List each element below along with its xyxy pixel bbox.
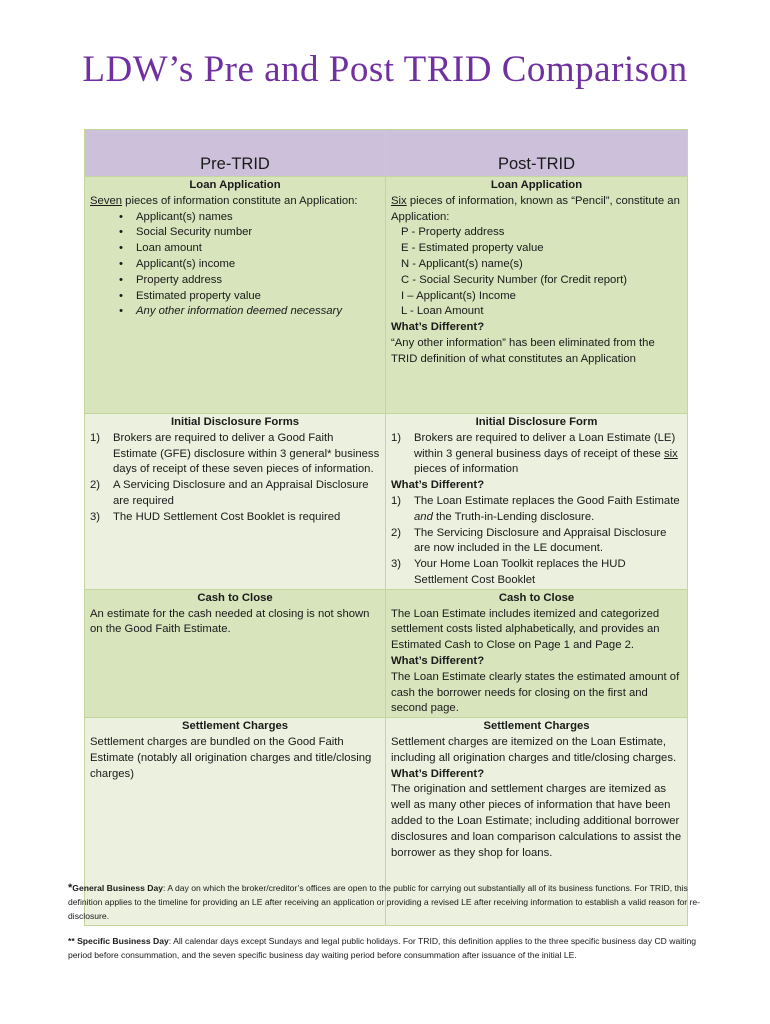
list-item: • Any other information deemed necessary [136,304,380,320]
item-number: 3) [391,558,402,571]
underlined-count: Six [391,194,407,207]
item-text: Your Home Loan Toolkit replaces the HUD Settlement Cost Booklet [414,558,626,586]
item-text: Brokers are required to deliver a Loan Estimate (LE) within 3 general business days of receipt of these [414,431,676,460]
post-loan-application-cell [386,177,688,414]
item-number: 3) [90,510,101,523]
list-item [391,557,682,589]
underlined-count: Seven [90,194,123,207]
pre-cash-to-close-cell [85,589,386,717]
list-item [391,494,682,526]
whats-different-text: The origination and settlement charges are itemized as well as many other pieces of information that have been added to the Loan Estimate; including additional borrower disclosures and loan comparison calculations to assist the borrower as they shop for loans. [391,783,682,859]
pencil-item: P - Property address [401,226,505,239]
pencil-item: C - Social Security Number (for Credit report) [401,273,627,286]
pencil-item: E - Estimated property value [401,242,544,255]
pencil-item: I – Applicant(s) Income [401,289,516,302]
list-item [391,431,682,478]
whats-different-label: What’s Different? [391,321,485,334]
pencil-item: L - Loan Amount [401,305,484,318]
underlined-count: six [663,447,678,460]
footnote-text: : All calendar days except Sundays and legal public holidays. For TRID, this definition applies to the three specific business day CD waiting period before consummation, and the seven specific business day waiting period before consummation after issuance of the initial LE. [68,936,697,961]
initial-disclosure-row [85,414,688,590]
numbered-list [391,431,682,478]
specific-business-day-footnote [68,934,718,962]
post-initial-disclosure-cell [386,414,688,590]
section-heading: Initial Disclosure Form [475,416,598,428]
item-text: the Truth-in-Lending disclosure. [432,510,595,523]
item-number: 2) [391,526,402,539]
list-item: • Social Security number [136,225,380,241]
intro-text: pieces of information, known as “Pencil”, constitute an Application: [391,194,680,223]
comparison-table [84,129,688,926]
item-text: pieces of information [414,463,519,476]
whats-different-label: What’s Different? [391,654,485,667]
item-text: Brokers are required to deliver a Good Faith Estimate (GFE) disclosure within 3 general* business days of receipt of these seven pieces of information. [113,431,380,476]
numbered-list [90,431,380,526]
general-business-day-footnote [68,881,718,924]
cash-to-close-row [85,589,688,717]
post-cash-to-close-cell [386,589,688,717]
whats-different-label: What’s Different? [391,767,485,780]
section-heading: Settlement Charges [483,720,590,733]
section-intro [391,194,682,226]
section-text: Settlement charges are bundled on the Good Faith Estimate (notably all origination charges and title/closing charges) [90,735,372,780]
section-text: The Loan Estimate includes itemized and categorized settlement costs listed alphabetically, and provides an Estimated Cash to Close on Page 1 and Page 2. [391,607,660,652]
list-item [90,478,380,510]
item-text: A Servicing Disclosure and an Appraisal Disclosure are required [113,479,369,507]
section-text: Settlement charges are itemized on the Loan Estimate, including all origination charges and title/closing charges. [391,735,677,764]
list-item: • Loan amount [136,241,380,257]
footnote-label: General Business Day [72,883,164,893]
loan-application-row [85,177,688,414]
list-item: • Applicant(s) names [136,210,380,226]
bullet-list [90,210,380,321]
item-number: 1) [391,494,402,507]
list-item: • Property address [136,273,380,289]
pre-loan-application-cell [85,177,386,414]
list-item [90,431,380,478]
item-number: 2) [90,479,101,492]
section-heading: Cash to Close [498,591,575,604]
section-heading: Cash to Close [197,591,273,604]
pre-initial-disclosure-cell [85,414,386,590]
list-item [90,510,380,526]
page-title: LDW’s Pre and Post TRID Comparison [82,49,688,90]
header-row [85,130,688,177]
section-heading: Loan Application [189,179,281,191]
footnote-label: ** Specific Business Day [68,936,169,946]
list-item: • Estimated property value [136,289,380,305]
item-number: 1) [90,431,101,444]
whats-different-text: “Any other information” has been eliminated from the TRID definition of what constitutes an Application [391,336,655,365]
pencil-item: N - Applicant(s) name(s) [401,257,523,270]
whats-different-label: What’s Different? [391,479,485,492]
item-text: The Servicing Disclosure and Appraisal Disclosure are now included in the LE document. [414,526,667,555]
whats-different-text: The Loan Estimate clearly states the estimated amount of cash the borrower needs for closing on the first and second page. [391,670,680,715]
item-text: The HUD Settlement Cost Booklet is required [113,510,341,523]
list-item: • Applicant(s) income [136,257,380,273]
footnote-text: : A day on which the broker/creditor’s offices are open to the public for carrying out substantially all of its business functions. For TRID, this definition applies to the timeline for providing an LE after receiving an application or providing a revised LE after receiving information to establish a valid reason for re-disclosure. [68,883,700,922]
intro-text: pieces of information constitute an Application: [122,194,358,207]
section-intro [90,194,380,210]
numbered-list [391,494,682,589]
footnote-star: * [68,882,73,894]
item-number: 1) [391,431,402,444]
italic-word: and [414,510,433,523]
section-text: An estimate for the cash needed at closing is not shown on the Good Faith Estimate. [90,607,370,636]
section-heading: Loan Application [490,179,583,191]
list-item [391,526,682,558]
item-text: The Loan Estimate replaces the Good Faith Estimate [414,494,680,507]
post-trid-header: Post-TRID [386,130,688,177]
section-heading: Settlement Charges [181,720,289,733]
section-heading: Initial Disclosure Forms [170,416,300,428]
pre-trid-header: Pre-TRID [85,130,386,177]
